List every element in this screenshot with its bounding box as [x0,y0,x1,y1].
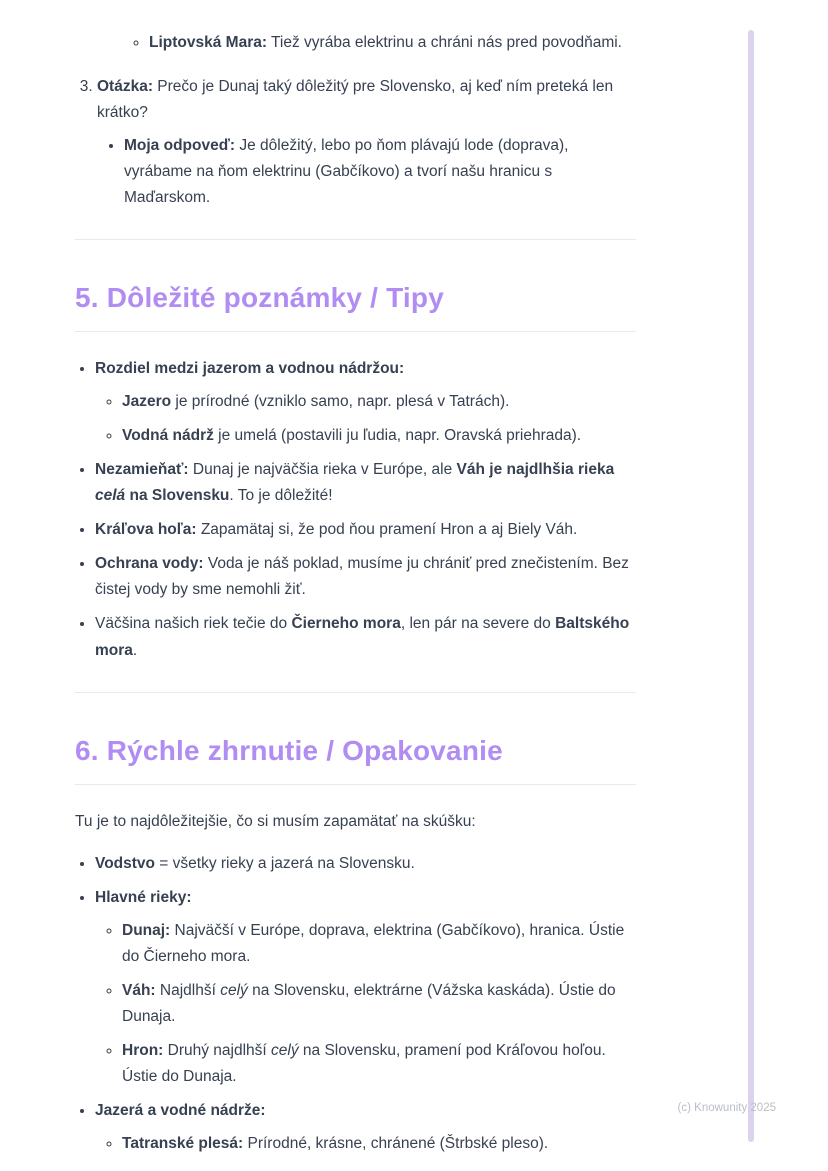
list-item-text [95,457,636,509]
list-item [95,551,636,603]
text-segment: na Slovensku [125,487,230,505]
list-item [122,389,636,415]
text-segment: Kráľova hoľa: [95,521,197,539]
ordered-list [75,74,636,211]
section-heading: 5. Dôležité poznámky / Tipy [75,274,636,332]
text-segment: Druhý najdlhší [163,1041,272,1059]
text-segment: Moja odpoveď: [124,137,236,155]
text-segment: Jazero [122,393,172,411]
list-item [95,457,636,509]
text-segment: Vodstvo [95,854,155,872]
text-segment: Liptovská Mara: [149,34,268,51]
list-item-text [95,611,636,663]
list-item-text [122,978,636,1030]
list-item [95,611,636,663]
bullet-list [95,918,636,1090]
list-item-text [122,1038,636,1090]
text-segment: Otázka: [97,78,153,96]
text-segment: Tu je to najdôležitejšie, čo si musím zapamätať na skúšku: [75,812,476,830]
bullet-list [95,389,636,449]
bullet-list [95,1131,636,1157]
text-segment: Váh je najdlhšia rieka [456,461,615,479]
text-segment: Hron: [122,1041,164,1059]
text-segment: Ochrana vody: [95,555,204,573]
text-segment: na Slovensku, pramení pod Kráľovou hoľou. Ústie do Dunaja. [122,1041,606,1085]
text-segment: celá [95,487,126,505]
list-item-text [122,423,636,449]
text-segment: Prečo je Dunaj taký dôležitý pre Slovensko, aj keď ním preteká len krátko? [97,78,614,122]
text-segment: je umelá (postavili ju ľudia, napr. Oravská priehrada). [213,427,582,445]
bullet-list [129,30,636,56]
list-item-text [95,1098,636,1124]
list-item [95,517,636,543]
text-segment: Voda je náš poklad, musíme ju chrániť pred znečistením. Bez čistej vody by sme nemohli žiť. [95,555,629,599]
text-segment: = všetky rieky a jazerá na Slovensku. [155,854,415,872]
list-item-text [122,1131,636,1157]
text-segment: Tiež vyrába elektrinu a chráni nás pred povodňami. [267,34,622,51]
text-segment: Baltského mora [95,615,630,659]
list-item-text [149,30,636,56]
copyright-footer: (c) Knowunity 2025 [677,1102,776,1114]
list-item-text [95,885,636,911]
list-item [95,356,636,449]
list-item-text [95,851,636,877]
list-item-text [122,918,636,970]
text-segment: Prírodné, krásne, chránené (Štrbské pleso). [243,1134,549,1152]
list-item-text [97,74,636,126]
list-item [122,978,636,1030]
text-segment: . To je dôležité! [229,487,333,505]
list-item [122,423,636,449]
text-segment: Väčšina našich riek tečie do [95,615,292,633]
list-item [95,885,636,1090]
text-segment: Vodná nádrž [122,427,214,445]
text-segment: Dunaj je najväčšia rieka v Európe, ale [188,461,457,479]
list-item [122,918,636,970]
text-segment: Nezamieňať: [95,461,189,479]
text-segment: je prírodné (vzniklo samo, napr. plesá v Tatrách). [171,393,510,411]
divider [75,239,636,240]
text-segment: na Slovensku, elektrárne (Vážska kaskáda). Ústie do Dunaja. [122,981,616,1025]
bullet-list [75,356,636,663]
text-segment: . [132,641,138,659]
list-item [95,851,636,877]
text-segment: Rozdiel medzi jazerom a vodnou nádržou: [95,360,405,378]
list-item-text [122,389,636,415]
text-segment: Tatranské plesá: [122,1134,244,1152]
paragraph [75,809,636,835]
list-item-text [95,517,636,543]
list-item [124,133,636,211]
list-item-text [124,133,636,211]
text-segment: Dunaj: [122,921,171,939]
list-item [149,30,636,56]
text-segment: , len pár na severe do [400,615,556,633]
list-item [122,1131,636,1157]
bullet-list [97,133,636,211]
list-item [122,1038,636,1090]
text-segment: Hlavné rieky: [95,888,192,906]
list-item-text [95,356,636,382]
scrollbar[interactable] [748,30,754,1142]
document-body [75,30,636,1171]
text-segment: Čierneho mora [291,615,401,633]
text-segment: Najväčší v Európe, doprava, elektrina (Gabčíkovo), hranica. Ústie do Čierneho mora. [122,921,625,965]
list-item [95,1098,636,1157]
bullet-list [75,851,636,1157]
text-segment: Jazerá a vodné nádrže: [95,1101,266,1119]
section-heading: 6. Rýchle zhrnutie / Opakovanie [75,727,636,785]
text-segment: Je dôležitý, lebo po ňom plávajú lode (doprava), vyrábame na ňom elektrinu (Gabčíkovo) a tvorí našu hranicu s Maďarskom. [124,137,569,207]
divider [75,692,636,693]
text-segment: Zapamätaj si, že pod ňou pramení Hron a aj Biely Váh. [196,521,578,539]
text-segment: Najdlhší [155,981,221,999]
list-item-text [95,551,636,603]
text-segment: celý [220,981,248,999]
text-segment: Váh: [122,981,156,999]
list-item [97,74,636,211]
text-segment: celý [271,1041,299,1059]
